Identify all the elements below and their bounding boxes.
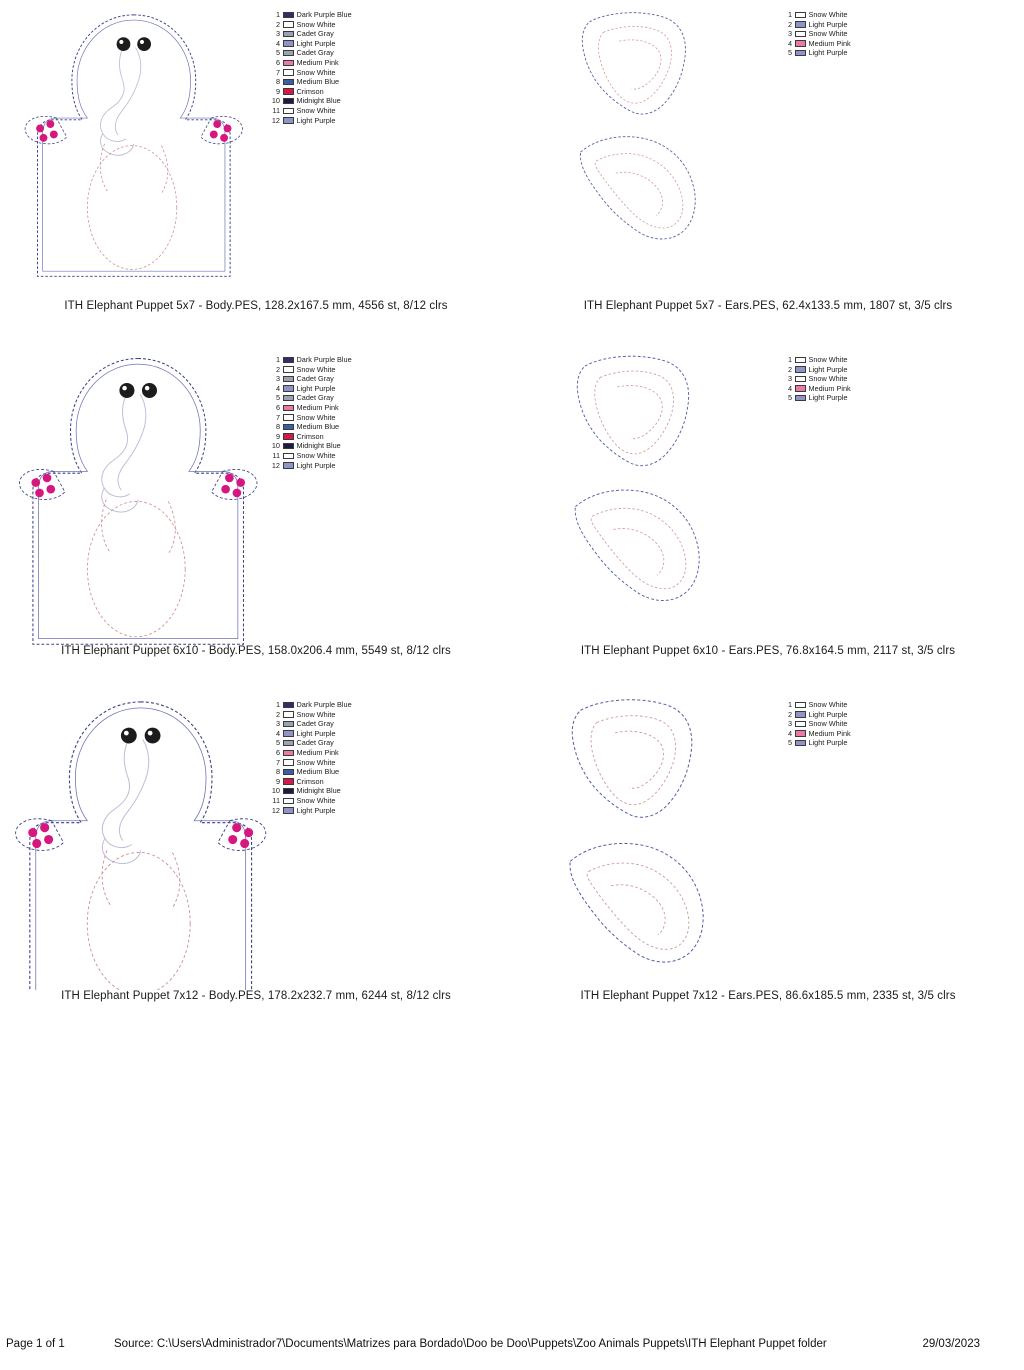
legend-row (266, 461, 352, 471)
legend-row (266, 451, 352, 461)
design-cell-body-6x10 (0, 345, 512, 690)
legend-color-name: Dark Purple Blue (296, 10, 352, 19)
legend-color-name: Light Purple (296, 805, 336, 815)
legend-index: 1 (275, 700, 280, 709)
legend-color-name: Snow White (296, 412, 336, 422)
legend-row (266, 48, 352, 58)
design-caption: ITH Elephant Puppet 7x12 - Ears.PES, 86.6x185.5 mm, 2335 st, 3/5 clrs (580, 990, 956, 1002)
legend-color-swatch (283, 108, 294, 115)
legend-row (266, 729, 352, 739)
legend-row (266, 20, 352, 30)
legend-row (266, 77, 352, 87)
legend-color-name: Light Purple (296, 460, 336, 470)
legend-color-name: Snow White (296, 19, 336, 29)
legend-row (778, 729, 851, 739)
legend-index: 4 (275, 728, 280, 738)
legend-index: 9 (275, 86, 280, 96)
embroidery-preview-ears (512, 345, 1024, 645)
legend-color-swatch (283, 31, 294, 38)
legend-color-swatch (283, 721, 294, 728)
legend-color-name: Medium Pink (808, 728, 851, 738)
legend-color-name: Medium Blue (296, 767, 340, 777)
legend-color-name: Medium Pink (296, 747, 339, 757)
legend-color-swatch (283, 50, 294, 57)
legend-row (266, 58, 352, 68)
legend-color-swatch (795, 31, 806, 38)
legend-color-swatch (283, 702, 294, 709)
legend-row (778, 719, 851, 729)
legend-color-swatch (283, 376, 294, 383)
legend-index: 11 (272, 105, 280, 115)
legend-color-swatch (283, 759, 294, 766)
legend-row (266, 39, 352, 49)
legend-color-name: Snow White (808, 719, 848, 729)
legend-row (266, 786, 352, 796)
legend-row (266, 106, 352, 116)
legend-index: 4 (275, 383, 280, 393)
embroidery-preview-body (0, 345, 512, 645)
legend-color-name: Snow White (296, 450, 336, 460)
legend-row (266, 403, 352, 413)
legend-color-swatch (283, 778, 294, 785)
color-legend-ears (778, 355, 851, 403)
legend-index: 7 (275, 67, 280, 77)
legend-color-swatch (283, 98, 294, 105)
legend-color-name: Light Purple (808, 48, 848, 58)
legend-index: 4 (275, 38, 280, 48)
design-caption: ITH Elephant Puppet 5x7 - Body.PES, 128.2x167.5 mm, 4556 st, 8/12 clrs (64, 300, 448, 312)
legend-color-swatch (795, 366, 806, 373)
legend-color-name: Snow White (808, 355, 848, 364)
embroidery-preview-body (0, 690, 512, 990)
legend-color-name: Crimson (296, 431, 324, 441)
legend-row (778, 355, 851, 365)
legend-color-swatch (283, 414, 294, 421)
legend-row (778, 365, 851, 375)
legend-row (266, 365, 352, 375)
legend-color-swatch (283, 88, 294, 95)
legend-row (266, 777, 352, 787)
legend-index: 3 (787, 719, 792, 729)
legend-color-name: Snow White (296, 67, 336, 77)
legend-color-name: Snow White (296, 795, 336, 805)
legend-row (778, 20, 851, 30)
legend-row (778, 10, 851, 20)
legend-row (266, 758, 352, 768)
legend-index: 5 (275, 738, 280, 748)
legend-color-swatch (283, 740, 294, 747)
legend-color-swatch (283, 750, 294, 757)
design-caption: ITH Elephant Puppet 6x10 - Ears.PES, 76.8x164.5 mm, 2117 st, 3/5 clrs (580, 645, 956, 657)
legend-color-swatch (283, 462, 294, 469)
legend-color-swatch (795, 50, 806, 57)
legend-row (266, 441, 352, 451)
legend-row (266, 738, 352, 748)
legend-row (778, 393, 851, 403)
legend-index: 5 (787, 48, 792, 58)
legend-row (266, 767, 352, 777)
legend-index: 9 (275, 776, 280, 786)
legend-color-swatch (795, 12, 806, 19)
legend-color-name: Dark Purple Blue (296, 700, 352, 709)
legend-index: 4 (787, 38, 792, 48)
legend-color-swatch (283, 807, 294, 814)
legend-color-name: Light Purple (808, 19, 848, 29)
legend-color-swatch (283, 730, 294, 737)
legend-color-name: Light Purple (808, 738, 848, 748)
legend-color-swatch (795, 740, 806, 747)
legend-index: 3 (275, 719, 280, 729)
color-legend-body (266, 355, 352, 470)
legend-row (778, 374, 851, 384)
legend-color-name: Snow White (296, 757, 336, 767)
legend-index: 2 (787, 19, 792, 29)
legend-color-name: Cadet Gray (296, 738, 334, 748)
legend-row (778, 710, 851, 720)
legend-color-swatch (283, 788, 294, 795)
legend-index: 2 (787, 364, 792, 374)
legend-color-name: Medium Pink (808, 38, 851, 48)
legend-index: 9 (275, 431, 280, 441)
legend-index: 4 (787, 383, 792, 393)
legend-row (266, 422, 352, 432)
legend-color-name: Light Purple (808, 393, 848, 403)
legend-index: 6 (275, 402, 280, 412)
legend-index: 10 (271, 96, 280, 106)
legend-index: 6 (275, 747, 280, 757)
legend-row (266, 719, 352, 729)
legend-index: 8 (275, 77, 280, 87)
legend-row (778, 29, 851, 39)
legend-color-swatch (795, 376, 806, 383)
footer-date: 29/03/2023 (922, 1338, 980, 1350)
color-legend-ears (778, 700, 851, 748)
legend-row (266, 413, 352, 423)
legend-color-swatch (283, 395, 294, 402)
legend-index: 5 (787, 738, 792, 748)
page-footer (0, 1338, 1024, 1354)
legend-index: 2 (787, 709, 792, 719)
legend-row (266, 806, 352, 816)
footer-page-number: Page 1 of 1 (6, 1338, 65, 1350)
legend-index: 11 (272, 450, 280, 460)
design-cell-body-5x7 (0, 0, 512, 345)
legend-row (266, 10, 352, 20)
design-row (0, 690, 1024, 1035)
legend-index: 7 (275, 412, 280, 422)
legend-color-swatch (283, 60, 294, 67)
legend-color-name: Cadet Gray (296, 374, 334, 384)
legend-color-swatch (283, 769, 294, 776)
legend-index: 3 (787, 374, 792, 384)
design-caption: ITH Elephant Puppet 7x12 - Body.PES, 178.2x232.7 mm, 6244 st, 8/12 clrs (61, 990, 451, 1002)
legend-row (778, 700, 851, 710)
design-row (0, 0, 1024, 345)
legend-color-name: Snow White (808, 29, 848, 39)
legend-row (778, 738, 851, 748)
legend-row (266, 96, 352, 106)
legend-color-swatch (283, 798, 294, 805)
legend-index: 5 (275, 393, 280, 403)
legend-row (266, 374, 352, 384)
design-caption: ITH Elephant Puppet 6x10 - Body.PES, 158.0x206.4 mm, 5549 st, 8/12 clrs (61, 645, 451, 657)
legend-color-swatch (283, 453, 294, 460)
legend-index: 1 (787, 700, 792, 709)
legend-index: 11 (272, 795, 280, 805)
legend-index: 3 (787, 29, 792, 39)
legend-color-name: Snow White (808, 374, 848, 384)
legend-index: 2 (275, 19, 280, 29)
embroidery-preview-ears (512, 0, 1024, 300)
legend-color-name: Midnight Blue (296, 441, 341, 451)
embroidery-preview-body (0, 0, 512, 300)
legend-color-name: Light Purple (808, 364, 848, 374)
legend-color-swatch (283, 40, 294, 47)
color-legend-body (266, 10, 352, 125)
legend-index: 1 (275, 355, 280, 364)
design-cell-ears-5x7 (512, 0, 1024, 345)
legend-color-name: Light Purple (808, 709, 848, 719)
legend-color-swatch (283, 711, 294, 718)
legend-index: 1 (787, 10, 792, 19)
legend-index: 12 (271, 805, 280, 815)
legend-index: 8 (275, 422, 280, 432)
legend-color-name: Light Purple (296, 115, 336, 125)
legend-row (266, 748, 352, 758)
footer-source-path: Source: C:\Users\Administrador7\Documents\Matrizes para Bordado\Doo be Doo\Puppets\Zoo Animals Puppets\ITH Elephant Puppet folder (114, 1338, 827, 1350)
legend-color-swatch (795, 721, 806, 728)
legend-color-name: Cadet Gray (296, 719, 334, 729)
design-cell-ears-6x10 (512, 345, 1024, 690)
legend-color-name: Snow White (296, 105, 336, 115)
legend-color-swatch (283, 405, 294, 412)
legend-index: 8 (275, 767, 280, 777)
legend-color-name: Crimson (296, 776, 324, 786)
legend-color-name: Medium Blue (296, 422, 340, 432)
legend-row (778, 384, 851, 394)
legend-color-swatch (795, 357, 806, 364)
legend-color-name: Midnight Blue (296, 96, 341, 106)
legend-row (266, 116, 352, 126)
legend-color-swatch (795, 385, 806, 392)
legend-color-swatch (283, 117, 294, 124)
legend-index: 10 (271, 441, 280, 451)
legend-row (778, 48, 851, 58)
legend-color-name: Midnight Blue (296, 786, 341, 796)
legend-index: 3 (275, 374, 280, 384)
design-cell-ears-7x12 (512, 690, 1024, 1035)
legend-index: 12 (271, 115, 280, 125)
legend-color-name: Medium Pink (296, 402, 339, 412)
legend-color-swatch (283, 21, 294, 28)
legend-color-name: Cadet Gray (296, 48, 334, 58)
legend-color-swatch (795, 711, 806, 718)
legend-color-name: Medium Pink (296, 57, 339, 67)
design-caption: ITH Elephant Puppet 5x7 - Ears.PES, 62.4x133.5 mm, 1807 st, 3/5 clrs (583, 300, 953, 312)
embroidery-preview-ears (512, 690, 1024, 990)
legend-index: 4 (787, 728, 792, 738)
legend-row (266, 68, 352, 78)
legend-color-name: Cadet Gray (296, 29, 334, 39)
legend-color-name: Cadet Gray (296, 393, 334, 403)
legend-index: 1 (787, 355, 792, 364)
legend-row (266, 700, 352, 710)
legend-index: 6 (275, 57, 280, 67)
legend-color-swatch (795, 21, 806, 28)
legend-color-swatch (795, 730, 806, 737)
legend-color-name: Light Purple (296, 728, 336, 738)
design-cell-body-7x12 (0, 690, 512, 1035)
legend-color-swatch (795, 40, 806, 47)
legend-row (266, 87, 352, 97)
legend-index: 5 (787, 393, 792, 403)
legend-row (266, 355, 352, 365)
legend-color-swatch (283, 385, 294, 392)
legend-index: 12 (271, 460, 280, 470)
legend-color-name: Medium Blue (296, 77, 340, 87)
legend-row (778, 39, 851, 49)
legend-index: 7 (275, 757, 280, 767)
legend-color-name: Snow White (808, 10, 848, 19)
legend-row (266, 29, 352, 39)
legend-row (266, 393, 352, 403)
legend-color-name: Light Purple (296, 383, 336, 393)
legend-color-swatch (283, 69, 294, 76)
legend-color-name: Snow White (296, 709, 336, 719)
legend-color-name: Crimson (296, 86, 324, 96)
legend-row (266, 384, 352, 394)
legend-color-swatch (283, 424, 294, 431)
legend-color-swatch (283, 357, 294, 364)
legend-index: 5 (275, 48, 280, 58)
legend-index: 3 (275, 29, 280, 39)
legend-color-swatch (283, 12, 294, 19)
legend-index: 10 (271, 786, 280, 796)
legend-color-name: Light Purple (296, 38, 336, 48)
legend-color-swatch (283, 433, 294, 440)
legend-row (266, 710, 352, 720)
legend-color-swatch (283, 79, 294, 86)
legend-color-name: Snow White (296, 364, 336, 374)
legend-color-name: Medium Pink (808, 383, 851, 393)
legend-color-swatch (795, 702, 806, 709)
legend-color-name: Snow White (808, 700, 848, 709)
color-legend-body (266, 700, 352, 815)
legend-color-swatch (283, 443, 294, 450)
design-row (0, 345, 1024, 690)
legend-index: 1 (275, 10, 280, 19)
legend-color-swatch (795, 395, 806, 402)
color-legend-ears (778, 10, 851, 58)
legend-row (266, 432, 352, 442)
legend-color-name: Dark Purple Blue (296, 355, 352, 364)
legend-color-swatch (283, 366, 294, 373)
legend-index: 2 (275, 709, 280, 719)
legend-index: 2 (275, 364, 280, 374)
legend-row (266, 796, 352, 806)
